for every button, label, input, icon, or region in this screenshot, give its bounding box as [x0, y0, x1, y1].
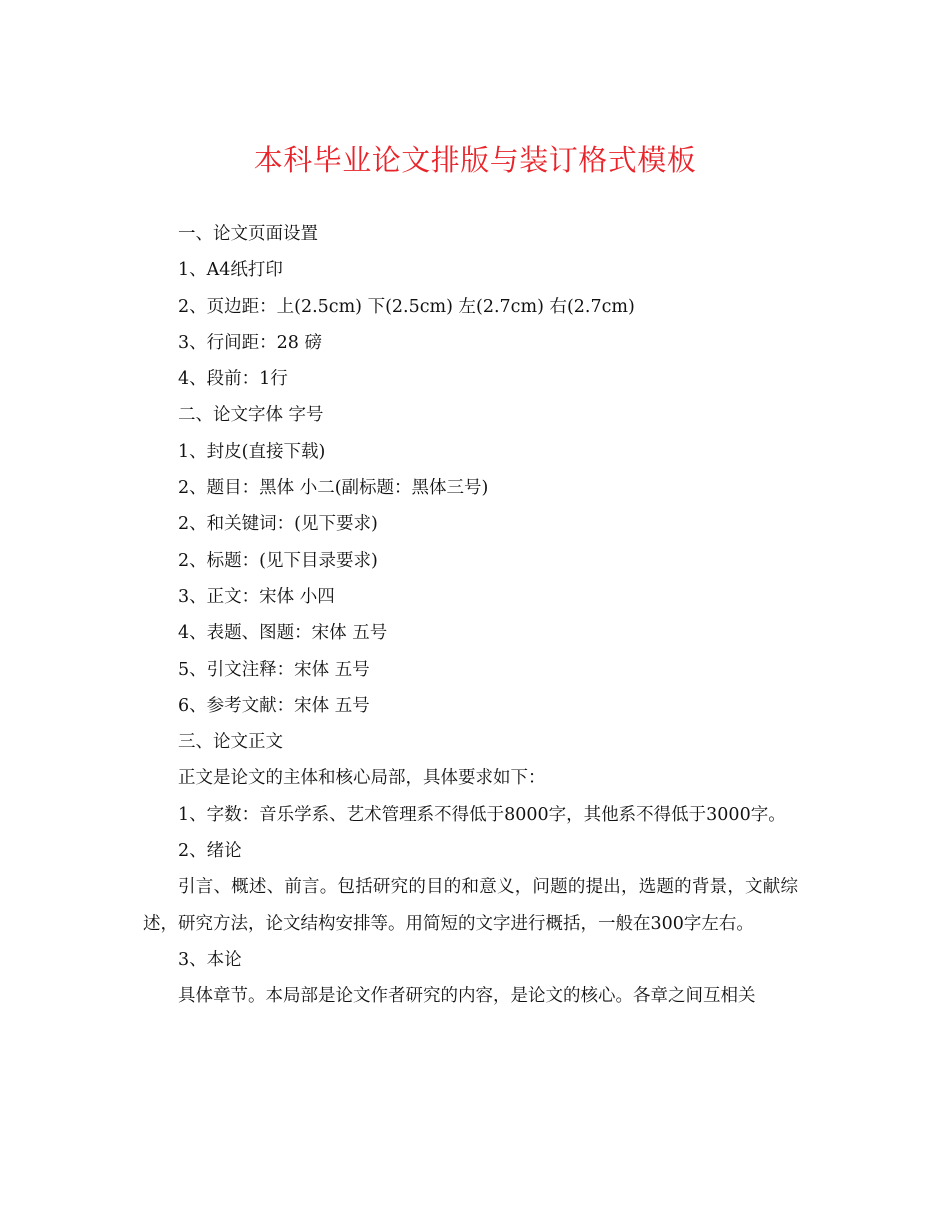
list-item: 1、封皮(直接下载) [178, 441, 326, 462]
heading-main-text: 三、论文正文 [178, 732, 283, 753]
heading-fonts: 二、论文字体 字号 [178, 405, 324, 426]
list-item: 2、页边距：上(2.5cm) 下(2.5cm) 左(2.7cm) 右(2.7cm) [178, 296, 635, 317]
paragraph: 具体章节。本局部是论文作者研究的内容，是论文的核心。各章之间互相关 [178, 986, 756, 1007]
paragraph: 正文是论文的主体和核心局部，具体要求如下： [178, 768, 546, 789]
list-item: 3、行间距：28 磅 [178, 332, 322, 353]
list-item: 3、本论 [178, 949, 242, 970]
list-item: 2、绪论 [178, 841, 242, 862]
list-item: 5、引文注释：宋体 五号 [178, 659, 370, 680]
list-item: 4、段前：1行 [178, 369, 288, 390]
paragraph: 引言、概述、前言。包括研究的目的和意义，问题的提出，选题的背景，文献综述，研究方法，论文结构安排等。用简短的文字进行概括，一般在300字左右。 [143, 877, 798, 934]
list-item: 2、和关键词：(见下要求) [178, 514, 378, 535]
list-item: 3、正文：宋体 小四 [178, 586, 335, 607]
list-item: 4、表题、图题：宋体 五号 [178, 623, 388, 644]
list-item: 1、字数：音乐学系、艺术管理系不得低于8000字，其他系不得低于3000字。 [178, 804, 786, 825]
list-item: 6、参考文献：宋体 五号 [178, 695, 370, 716]
document-body [143, 216, 798, 1015]
list-item: 2、题目：黑体 小二(副标题：黑体三号) [178, 478, 489, 499]
heading-page-setup: 一、论文页面设置 [178, 224, 318, 244]
document-title: 本科毕业论文排版与装订格式模板 [253, 143, 697, 177]
list-item: 2、标题：(见下目录要求) [178, 550, 378, 571]
list-item: 1、A4纸打印 [178, 260, 283, 281]
